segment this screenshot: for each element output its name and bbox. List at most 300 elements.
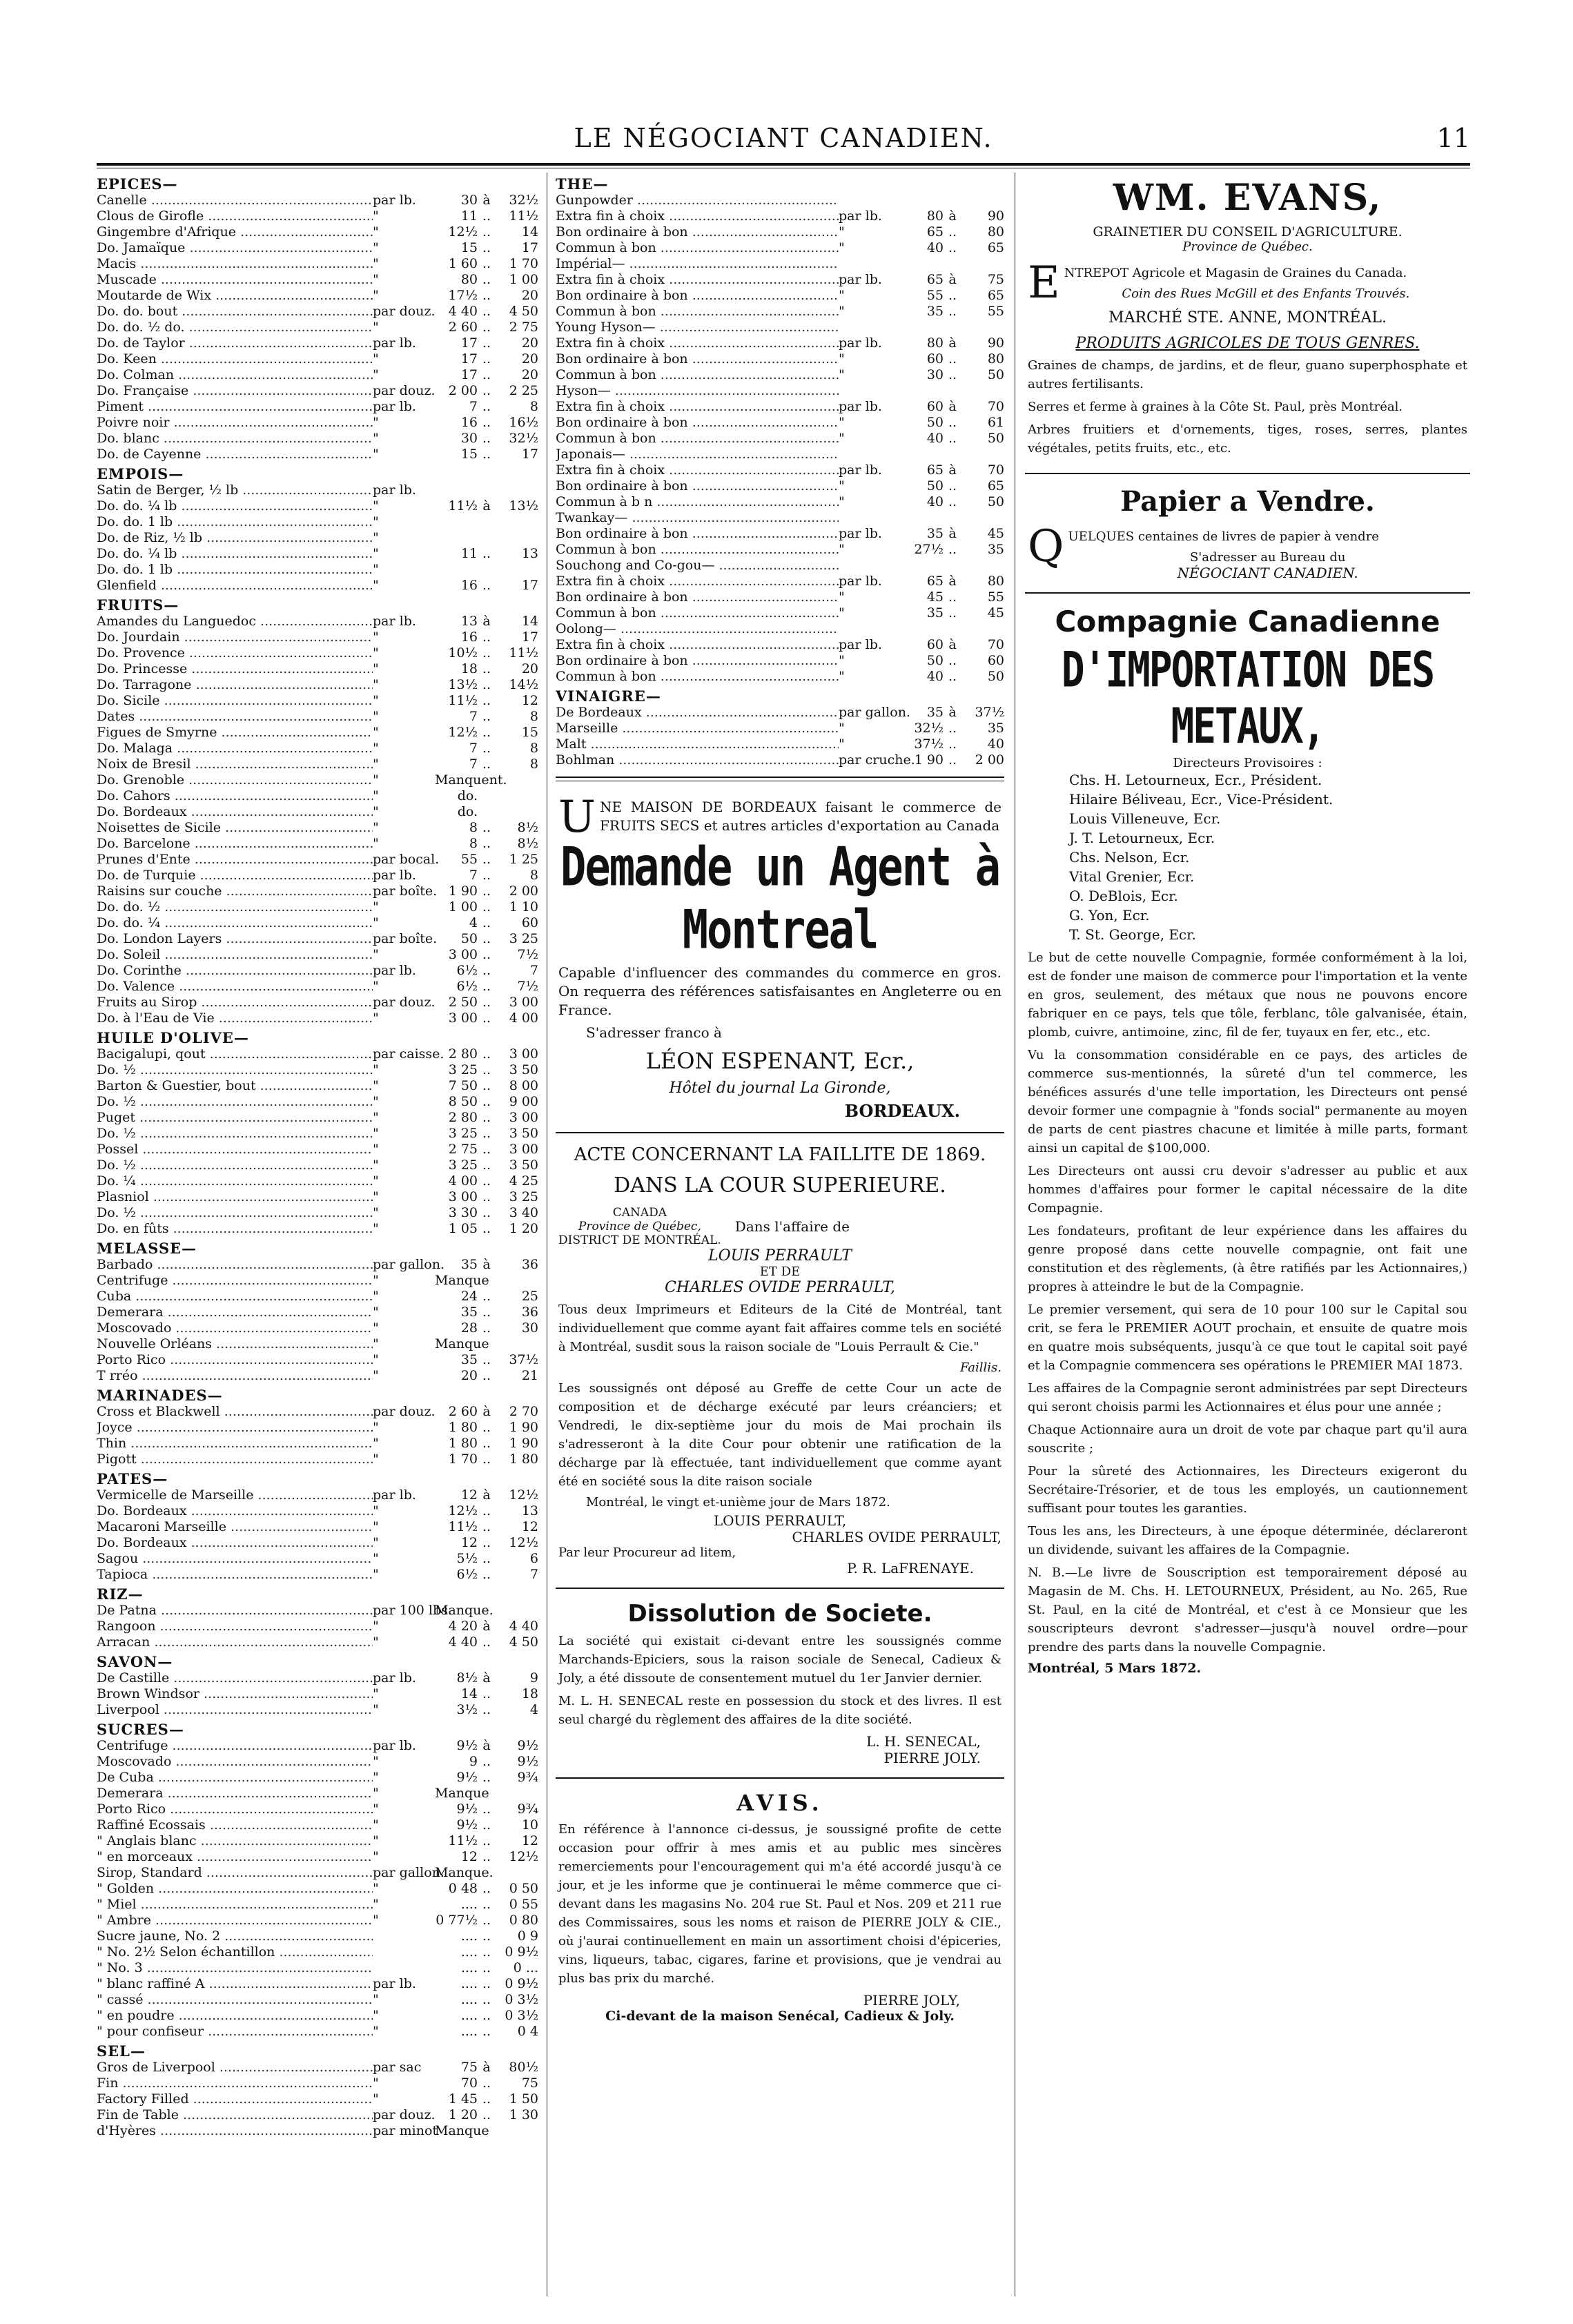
price-row: [97, 1452, 538, 1467]
price-row: [97, 447, 538, 462]
price-p2: 4 50: [509, 304, 538, 319]
price-unit: ": [373, 1817, 379, 1833]
price-a: ..: [482, 2024, 491, 2039]
price-p2: 20: [521, 288, 538, 303]
price-p2: 14½: [509, 677, 538, 692]
price-p2: [496, 562, 538, 578]
price-p2: 75: [521, 2076, 538, 2091]
price-a: ..: [482, 431, 491, 446]
price-p2: 75: [987, 272, 1004, 287]
price-unit: ": [373, 1634, 379, 1650]
price-row: [97, 1126, 538, 1142]
price-unit: ": [373, 645, 379, 661]
price-a: [478, 2123, 496, 2139]
price-p2: 0 55: [509, 1897, 538, 1912]
price-name: Sagou .....: [97, 1551, 373, 1567]
price-unit: ": [373, 1881, 379, 1896]
bordeaux-intro: U NE MAISON DE BORDEAUX faisant le commerce de FRUITS SECS et autres articles d'exportation au Canada: [558, 792, 1002, 843]
price-p2: 60: [987, 653, 1004, 668]
price-p2: 14: [521, 224, 538, 240]
price-p2: [496, 2123, 538, 2139]
price-row: [556, 351, 1004, 367]
price-p1: Manque: [435, 1273, 489, 1288]
price-row: [556, 574, 1004, 589]
price-unit: par cruche.: [839, 752, 915, 768]
price-row: [556, 335, 1004, 351]
price-name: Souchong and Co-gou— .....: [556, 558, 839, 574]
price-p2: 12: [521, 1519, 538, 1534]
price-p2: [961, 320, 1004, 335]
price-p1: 9: [469, 1754, 478, 1769]
price-name: Cross et Blackwell .....: [97, 1404, 373, 1420]
price-name: Do. Keen .....: [97, 351, 373, 367]
price-name: Cuba .....: [97, 1289, 373, 1305]
price-p1: 12: [460, 1849, 478, 1864]
price-p2: 90: [987, 335, 1004, 351]
price-row: [97, 1881, 538, 1897]
price-p2: 7: [529, 1567, 538, 1582]
dissolution-notice: Dissolution de Societe. La société qui existait ci-devant entre les soussignés comme Marchands-Epiciers, sous la raison sociale de Senecal, Cadieux & Joly, a été dissoute de consentement mutuel du 1er Janvier dernier. M. L. H. SENECAL reste en possession du stock et des livres. Il est seul chargé du règlement des affaires de la dite société. L. H. SENECAL, PIERRE JOLY.: [558, 1600, 1002, 1766]
price-p1: 4: [469, 915, 478, 930]
price-a: ..: [482, 367, 491, 382]
price-name: Do. de Taylor .....: [97, 335, 373, 351]
faillite-jurisdiction: CANADA Province de Québec, DISTRICT DE MONTRÉAL. Dans l'affaire de: [558, 1206, 850, 1247]
price-p2: [496, 482, 538, 498]
price-unit: ": [839, 224, 845, 240]
price-p1: 3 25: [448, 1062, 478, 1077]
price-unit: par lb.: [839, 335, 882, 351]
price-unit: par douz.: [373, 995, 436, 1010]
price-unit: par boîte.: [373, 931, 438, 946]
price-unit: par lb.: [373, 963, 416, 978]
price-p2: 32½: [509, 431, 538, 446]
price-a: ..: [482, 1849, 491, 1864]
price-p1: Manque: [435, 2123, 489, 2138]
price-unit: ": [373, 415, 379, 430]
price-p1: 6½: [456, 1567, 478, 1582]
price-p1: 30: [460, 431, 478, 446]
price-p1: 37½: [914, 736, 944, 752]
price-p2: 0 9½: [505, 1944, 538, 1960]
price-a: ..: [482, 1420, 491, 1435]
drop-cap: U: [558, 792, 596, 843]
price-row: [556, 462, 1004, 478]
price-p1: 1 90: [914, 752, 944, 768]
price-unit: par gallon.: [839, 705, 910, 720]
price-a: ..: [482, 1944, 491, 1960]
price-a: ..: [482, 1634, 491, 1650]
price-p2: 11½: [509, 645, 538, 661]
compagnie-paragraph: N. B.—Le livre de Souscription est temporairement déposé au Magasin de M. Chs. H. LETOURNEUX, Président, au No. 265, Rue St. Paul, en la cité de Montréal, et c'est à ce Monsieur que les souscripteurs devront s'adresser—jusqu'à nouvel ordre—pour prendre des parts dans la nouvelle Compagnie.: [1028, 1565, 1467, 1654]
price-row: [97, 1928, 538, 1944]
price-p1: 1 60: [448, 256, 478, 271]
price-row: [97, 256, 538, 272]
price-unit: ": [373, 1754, 379, 1769]
price-a: ..: [482, 272, 491, 287]
price-a: ..: [482, 1686, 491, 1701]
price-name: Fin de Table .....: [97, 2107, 373, 2123]
price-section-heading: VINAIGRE—: [556, 687, 661, 705]
price-section-heading: SAVON—: [97, 1653, 173, 1670]
price-p1: 13: [460, 614, 478, 629]
price-a: à: [482, 2060, 491, 2075]
price-p1: 16: [460, 629, 478, 645]
price-row: [97, 1078, 538, 1094]
price-p1: 3 25: [448, 1126, 478, 1141]
price-p2: 8: [529, 709, 538, 724]
bordeaux-ad: [556, 790, 1004, 1125]
price-a: ..: [482, 1702, 491, 1717]
price-unit: par gallon.: [373, 1257, 444, 1272]
price-name: Glenfield .....: [97, 578, 373, 594]
price-p2: [496, 1865, 538, 1881]
price-a: ..: [482, 1551, 491, 1566]
price-a: [478, 482, 496, 498]
price-row: [97, 383, 538, 399]
price-p2: 2 00: [509, 883, 538, 899]
price-a: ..: [948, 542, 957, 557]
price-name: T rréo .....: [97, 1368, 373, 1384]
price-unit: ": [373, 1320, 379, 1336]
price-p2: 4 40: [509, 1619, 538, 1634]
price-row: [556, 669, 1004, 685]
price-row: [556, 304, 1004, 320]
price-row: [97, 1189, 538, 1205]
price-a: ..: [482, 288, 491, 303]
price-p1: ....: [460, 1960, 478, 1975]
price-name: d'Hyères .....: [97, 2123, 373, 2139]
price-p1: 65: [926, 224, 944, 240]
price-name: Do. Cahors .....: [97, 788, 373, 804]
price-unit: ": [373, 1452, 379, 1467]
price-p1: ....: [460, 2024, 478, 2039]
price-name: Sirop, Standard .....: [97, 1865, 373, 1881]
price-p1: ....: [460, 2008, 478, 2023]
price-name: Bohlman .....: [556, 752, 839, 768]
price-p2: [961, 383, 1004, 399]
price-unit: par lb.: [373, 1976, 416, 1991]
price-a: ..: [482, 995, 491, 1010]
price-name: Extra fin à choix .....: [556, 574, 839, 589]
price-name: " Anglais blanc .....: [97, 1833, 373, 1849]
price-a: ..: [482, 1352, 491, 1367]
price-a: ..: [482, 447, 491, 462]
price-name: Moutarde de Wix .....: [97, 288, 373, 304]
price-p2: 80: [987, 574, 1004, 589]
price-name: Do. de Cayenne .....: [97, 447, 373, 462]
price-unit: par douz.: [373, 383, 436, 398]
price-unit: par lb.: [373, 193, 416, 208]
price-p2: 3 00: [509, 995, 538, 1010]
price-a: [944, 320, 961, 335]
price-p1: 12: [460, 1487, 478, 1503]
price-p2: 1 30: [509, 2107, 538, 2122]
price-unit: ": [373, 741, 379, 756]
price-unit: par lb.: [373, 399, 416, 414]
price-a: ..: [482, 661, 491, 676]
price-a: [944, 256, 961, 272]
price-a: à: [482, 614, 491, 629]
price-p1: 11: [460, 546, 478, 561]
price-unit: [373, 1944, 435, 1960]
price-p2: 1 70: [509, 256, 538, 271]
compagnie-ad: Compagnie Canadienne D'IMPORTATION DES METAUX, Directeurs Provisoires : Chs. H. Letourneux, Ecr., Président. Hilaire Béliveau, Ecr., Vice-Président. Louis Villeneuve, Ecr. J. T. Letourneux, Ecr. Chs. Nelson, Ecr. Vital Grenier, Ecr. O. DeBlois, Ecr. G. Yon, Ecr. T. St. George, Ecr. Le but de cette nouvelle Compagnie, formée conformément à la loi, est de fonder une maison de commerce pour l'importation et la vente en gros, seulement, des métaux que nous ne pouvons encore fabriquer en ce pays, tels que tôle, ferblanc, tôle galvanisée, étain, plomb, cuivre, antimoine, zinc, fil de fer, tuyaux en fer, etc., etc. Vu la consommation considérable en ce pays, des articles de commerce sus-mentionnés, la sûreté d'un tel commerce, les bénéfices assurés d'une telle importation, les Directeurs ont pensé devoir former une compagnie à "fonds social" permanente au moyen de parts de cent piastres chacune et limitée à mille parts, formant ainsi un capital de $100,000. Les Directeurs ont aussi cru devoir s'adresser au public et aux hommes d'affaires pour former le capital nécessaire de la dite Compagnie. Les fondateurs, profitant de leur expérience dans les affaires du genre proposé dans cette nouvelle compagnie, ont fait une constitution et des règlements, (à être ratifiés par les Actionnaires,) propres à atteindre le but de la Compagnie. Le premier versement, qui sera de 10 pour 100 sur le Capital sou crit, se fera le PREMIER AOUT prochain, et ensuite de quatre mois en quatre mois subséquents, jusqu'à ce que tout le capital soit payé et la Compagnie commencera ses opérations le PREMIER MAI 1873. Les affaires de la Compagnie seront administrées par sept Directeurs qui seront choisis parmi les Actionnaires et élus pour une année ; Chaque Actionnaire aura un droit de vote par chaque part qu'il aura souscrite ; Pour la sûreté des Actionnaires, les Directeurs exigeront du Secrétaire-Trésorier, et de tous les employés, un cautionnement suffisant pour toutes les garanties. Tous les ans, les Directeurs, à une époque déterminée, déclareront un dividende, suivant les affaires de la Compagnie. N. B.—Le livre de Souscription est temporairement déposé au Magasin de M. Chs. H. LETOURNEUX, Président, au No. 265, Rue St. Paul, en la cité de Montréal, et c'est à ce Monsieur que les souscripteurs devront s'adresser—jusqu'à nouvel ordre—pour prendre des parts dans la nouvelle Compagnie. Montréal, 5 Mars 1872.: [1028, 605, 1467, 1676]
price-p1: 9½: [456, 1770, 478, 1785]
price-a: ..: [948, 415, 957, 430]
price-p1: 7 50: [448, 1078, 478, 1093]
price-p2: 1 10: [509, 899, 538, 915]
price-unit: ": [373, 1686, 379, 1701]
price-unit: ": [839, 653, 845, 668]
price-unit: ": [373, 1786, 379, 1801]
price-p2: 55: [987, 304, 1004, 319]
price-name: Do. Française .....: [97, 383, 373, 399]
price-p1: 8: [469, 820, 478, 835]
price-row: [556, 510, 1004, 526]
price-unit: ": [373, 546, 379, 561]
price-row: [556, 320, 1004, 335]
price-unit: ": [373, 2091, 379, 2107]
price-unit: ": [373, 772, 379, 788]
price-row: [97, 562, 538, 578]
price-p2: 37½: [509, 1352, 538, 1367]
bordeaux-headline: Demande un Agent à Montreal: [560, 834, 999, 961]
price-p1: 15: [460, 240, 478, 255]
price-p2: [961, 510, 1004, 526]
price-p1: 75: [460, 2060, 478, 2075]
price-unit: ": [839, 478, 845, 494]
price-name: Do. Princesse .....: [97, 661, 373, 677]
price-a: ..: [482, 2107, 491, 2122]
price-a: [478, 1273, 496, 1289]
price-unit: ": [373, 447, 379, 462]
price-p2: 36: [521, 1305, 538, 1320]
price-p2: 7½: [517, 947, 538, 962]
price-p1: [435, 530, 478, 546]
drop-cap: E: [1028, 257, 1060, 309]
price-row: [97, 415, 538, 431]
price-a: ..: [482, 335, 491, 351]
price-p2: 11½: [509, 208, 538, 224]
price-row: [97, 1352, 538, 1368]
price-name: Pigott .....: [97, 1452, 373, 1467]
price-name: Do. do. bout .....: [97, 304, 373, 320]
price-p1: 17: [460, 367, 478, 382]
price-name: Satin de Berger, ½ lb .....: [97, 482, 373, 498]
price-name: " pour confiseur .....: [97, 2024, 373, 2040]
price-p1: 30: [926, 367, 944, 382]
price-name: Commun à bon .....: [556, 431, 839, 447]
price-p1: 1 00: [448, 899, 478, 915]
price-row: [556, 415, 1004, 431]
price-name: Do. Grenoble .....: [97, 772, 373, 788]
price-unit: ": [373, 1094, 379, 1109]
price-p2: 2 75: [509, 320, 538, 335]
price-unit: ": [373, 1368, 379, 1383]
price-p2: 9½: [517, 1754, 538, 1769]
price-row: [97, 1094, 538, 1110]
price-a: [478, 514, 496, 530]
price-p1: 18: [460, 661, 478, 676]
price-p1: 50: [460, 931, 478, 946]
price-row: [97, 1519, 538, 1535]
price-a: ..: [482, 852, 491, 867]
price-unit: ": [373, 1992, 379, 2007]
price-unit: par sac: [373, 2060, 422, 2075]
price-row: [97, 2008, 538, 2024]
price-p1: 12: [460, 1535, 478, 1550]
price-p1: [435, 514, 478, 530]
price-a: ..: [482, 1992, 491, 2007]
price-row: [97, 614, 538, 629]
price-a: à: [482, 1738, 491, 1753]
compagnie-paragraph: Les fondateurs, profitant de leur expérience dans les affaires du genre proposé dans cette nouvelle compagnie, ont fait une constitution et des règlements, (à être ratifiés par les Actionnaires,) propres à atteindre le but de la Compagnie.: [1028, 1224, 1467, 1294]
price-p1: 7: [469, 868, 478, 883]
price-a: à: [948, 526, 957, 541]
price-p2: 0 50: [509, 1881, 538, 1896]
price-row: [97, 868, 538, 883]
price-a: ..: [482, 1173, 491, 1189]
price-row: [97, 772, 538, 788]
price-p1: 1 70: [448, 1452, 478, 1467]
price-name: Do. Bordeaux .....: [97, 1503, 373, 1519]
price-a: ..: [482, 1770, 491, 1785]
price-row: [556, 494, 1004, 510]
price-name: Do. do. ¼ lb .....: [97, 498, 373, 514]
price-unit: ": [373, 224, 379, 240]
price-name: Macis .....: [97, 256, 373, 272]
price-name: Gingembre d'Afrique .....: [97, 224, 373, 240]
price-name: " en poudre .....: [97, 2008, 373, 2024]
price-p1: 2 60: [448, 1404, 478, 1419]
director-name: Vital Grenier, Ecr.: [1069, 868, 1195, 885]
price-a: ..: [482, 1189, 491, 1204]
price-row: [556, 589, 1004, 605]
price-p2: [496, 804, 538, 820]
price-row: [556, 478, 1004, 494]
price-name: Do. blanc .....: [97, 431, 373, 447]
price-a: ..: [948, 589, 957, 605]
price-unit: ": [373, 1062, 379, 1077]
price-row: [97, 820, 538, 836]
price-unit: [373, 1960, 435, 1976]
price-a: [478, 1865, 496, 1881]
price-unit: [839, 447, 901, 462]
price-p1: 9½: [456, 1801, 478, 1817]
price-p2: 0 9: [517, 1928, 538, 1944]
price-name: Do. de Turquie .....: [97, 868, 373, 883]
price-name: Extra fin à choix .....: [556, 208, 839, 224]
price-p2: 25: [521, 1289, 538, 1304]
price-p1: 16: [460, 578, 478, 593]
price-a: ..: [482, 1078, 491, 1093]
price-p1: 1 20: [448, 2107, 478, 2122]
price-a: ..: [482, 629, 491, 645]
price-unit: ": [373, 820, 379, 835]
price-row: [97, 883, 538, 899]
price-p2: 4 50: [509, 1634, 538, 1650]
price-p1: 35: [460, 1352, 478, 1367]
price-p1: 40: [926, 669, 944, 684]
price-section-heading: SUCRES—: [97, 1721, 184, 1738]
price-p1: 3½: [456, 1702, 478, 1717]
price-p1: 3 00: [448, 947, 478, 962]
price-p2: 8: [529, 741, 538, 756]
price-p1: 2 50: [448, 995, 478, 1010]
price-row: [97, 1960, 538, 1976]
price-row: [97, 1786, 538, 1801]
price-p2: 35: [987, 721, 1004, 736]
price-unit: [839, 383, 901, 399]
price-name: Bon ordinaire à bon .....: [556, 415, 839, 431]
price-p1: 50: [926, 415, 944, 430]
price-p2: [496, 1273, 538, 1289]
price-unit: ": [373, 1420, 379, 1435]
price-unit: par lb.: [373, 614, 416, 629]
price-p1: 4 40: [448, 304, 478, 319]
price-unit: [839, 510, 901, 526]
price-p2: 35: [987, 542, 1004, 557]
bordeaux-address: S'adresser franco à: [586, 1024, 722, 1041]
price-row: [97, 1603, 538, 1619]
price-p2: 70: [987, 399, 1004, 414]
price-p1: 10½: [448, 645, 478, 661]
price-p2: 13: [521, 1503, 538, 1519]
price-p2: 70: [987, 462, 1004, 478]
price-name: Commun à bon .....: [556, 605, 839, 621]
price-a: ..: [482, 1976, 491, 1991]
price-unit: par lb.: [373, 868, 416, 883]
price-p2: 3 50: [509, 1062, 538, 1077]
price-p1: [901, 447, 944, 462]
price-unit: par 100 lbs.: [373, 1603, 452, 1618]
price-row: [97, 1404, 538, 1420]
price-unit: par gallon.: [373, 1865, 444, 1880]
price-p2: 20: [521, 661, 538, 676]
price-unit: ": [373, 1436, 379, 1451]
price-unit: par lb.: [839, 526, 882, 541]
price-a: à: [948, 462, 957, 478]
price-name: Porto Rico .....: [97, 1352, 373, 1368]
price-a: ..: [482, 2091, 491, 2107]
price-p2: [496, 530, 538, 546]
price-p1: 7: [469, 741, 478, 756]
price-a: ..: [482, 1205, 491, 1220]
page-number: 11: [1436, 123, 1470, 153]
price-row: [97, 367, 538, 383]
price-row: [556, 721, 1004, 736]
price-unit: ": [373, 1205, 379, 1220]
price-p1: [901, 256, 944, 272]
price-a: ..: [948, 752, 957, 768]
price-a: ..: [482, 1928, 491, 1944]
price-name: Sucre jaune, No. 2 .....: [97, 1928, 373, 1944]
price-a: ..: [948, 721, 957, 736]
price-a: ..: [948, 304, 957, 319]
evans-ad: WM. EVANS, GRAINETIER DU CONSEIL D'AGRICULTURE. Province de Québec. E NTREPOT Agricole et Magasin de Graines du Canada. Coin des Rues McGill et des Enfants Trouvés. MARCHÉ STE. ANNE, MONTRÉAL. PRODUITS AGRICOLES DE TOUS GENRES. Graines de champs, de jardins, et de fleur, guano superphosphate et autres fertilisants. Serres et ferme à graines à la Côte St. Paul, près Montréal. Arbres fruitiers et d'ornements, tiges, roses, serres, plantes végétales, petits fruits, etc., etc.: [1028, 177, 1467, 456]
compagnie-paragraph: Chaque Actionnaire aura un droit de vote par chaque part qu'il aura souscrite ;: [1028, 1423, 1467, 1456]
price-name: Do. Jamaïque .....: [97, 240, 373, 256]
faillite-name-2: CHARLES OVIDE PERRAULT,: [665, 1279, 895, 1296]
price-a: ..: [482, 836, 491, 851]
price-name: " blanc raffiné A .....: [97, 1976, 373, 1992]
price-unit: ": [839, 721, 845, 736]
price-p1: 35: [926, 304, 944, 319]
price-row: [97, 1487, 538, 1503]
price-row: [97, 836, 538, 852]
price-name: Arracan .....: [97, 1634, 373, 1650]
price-p1: 7: [469, 399, 478, 414]
